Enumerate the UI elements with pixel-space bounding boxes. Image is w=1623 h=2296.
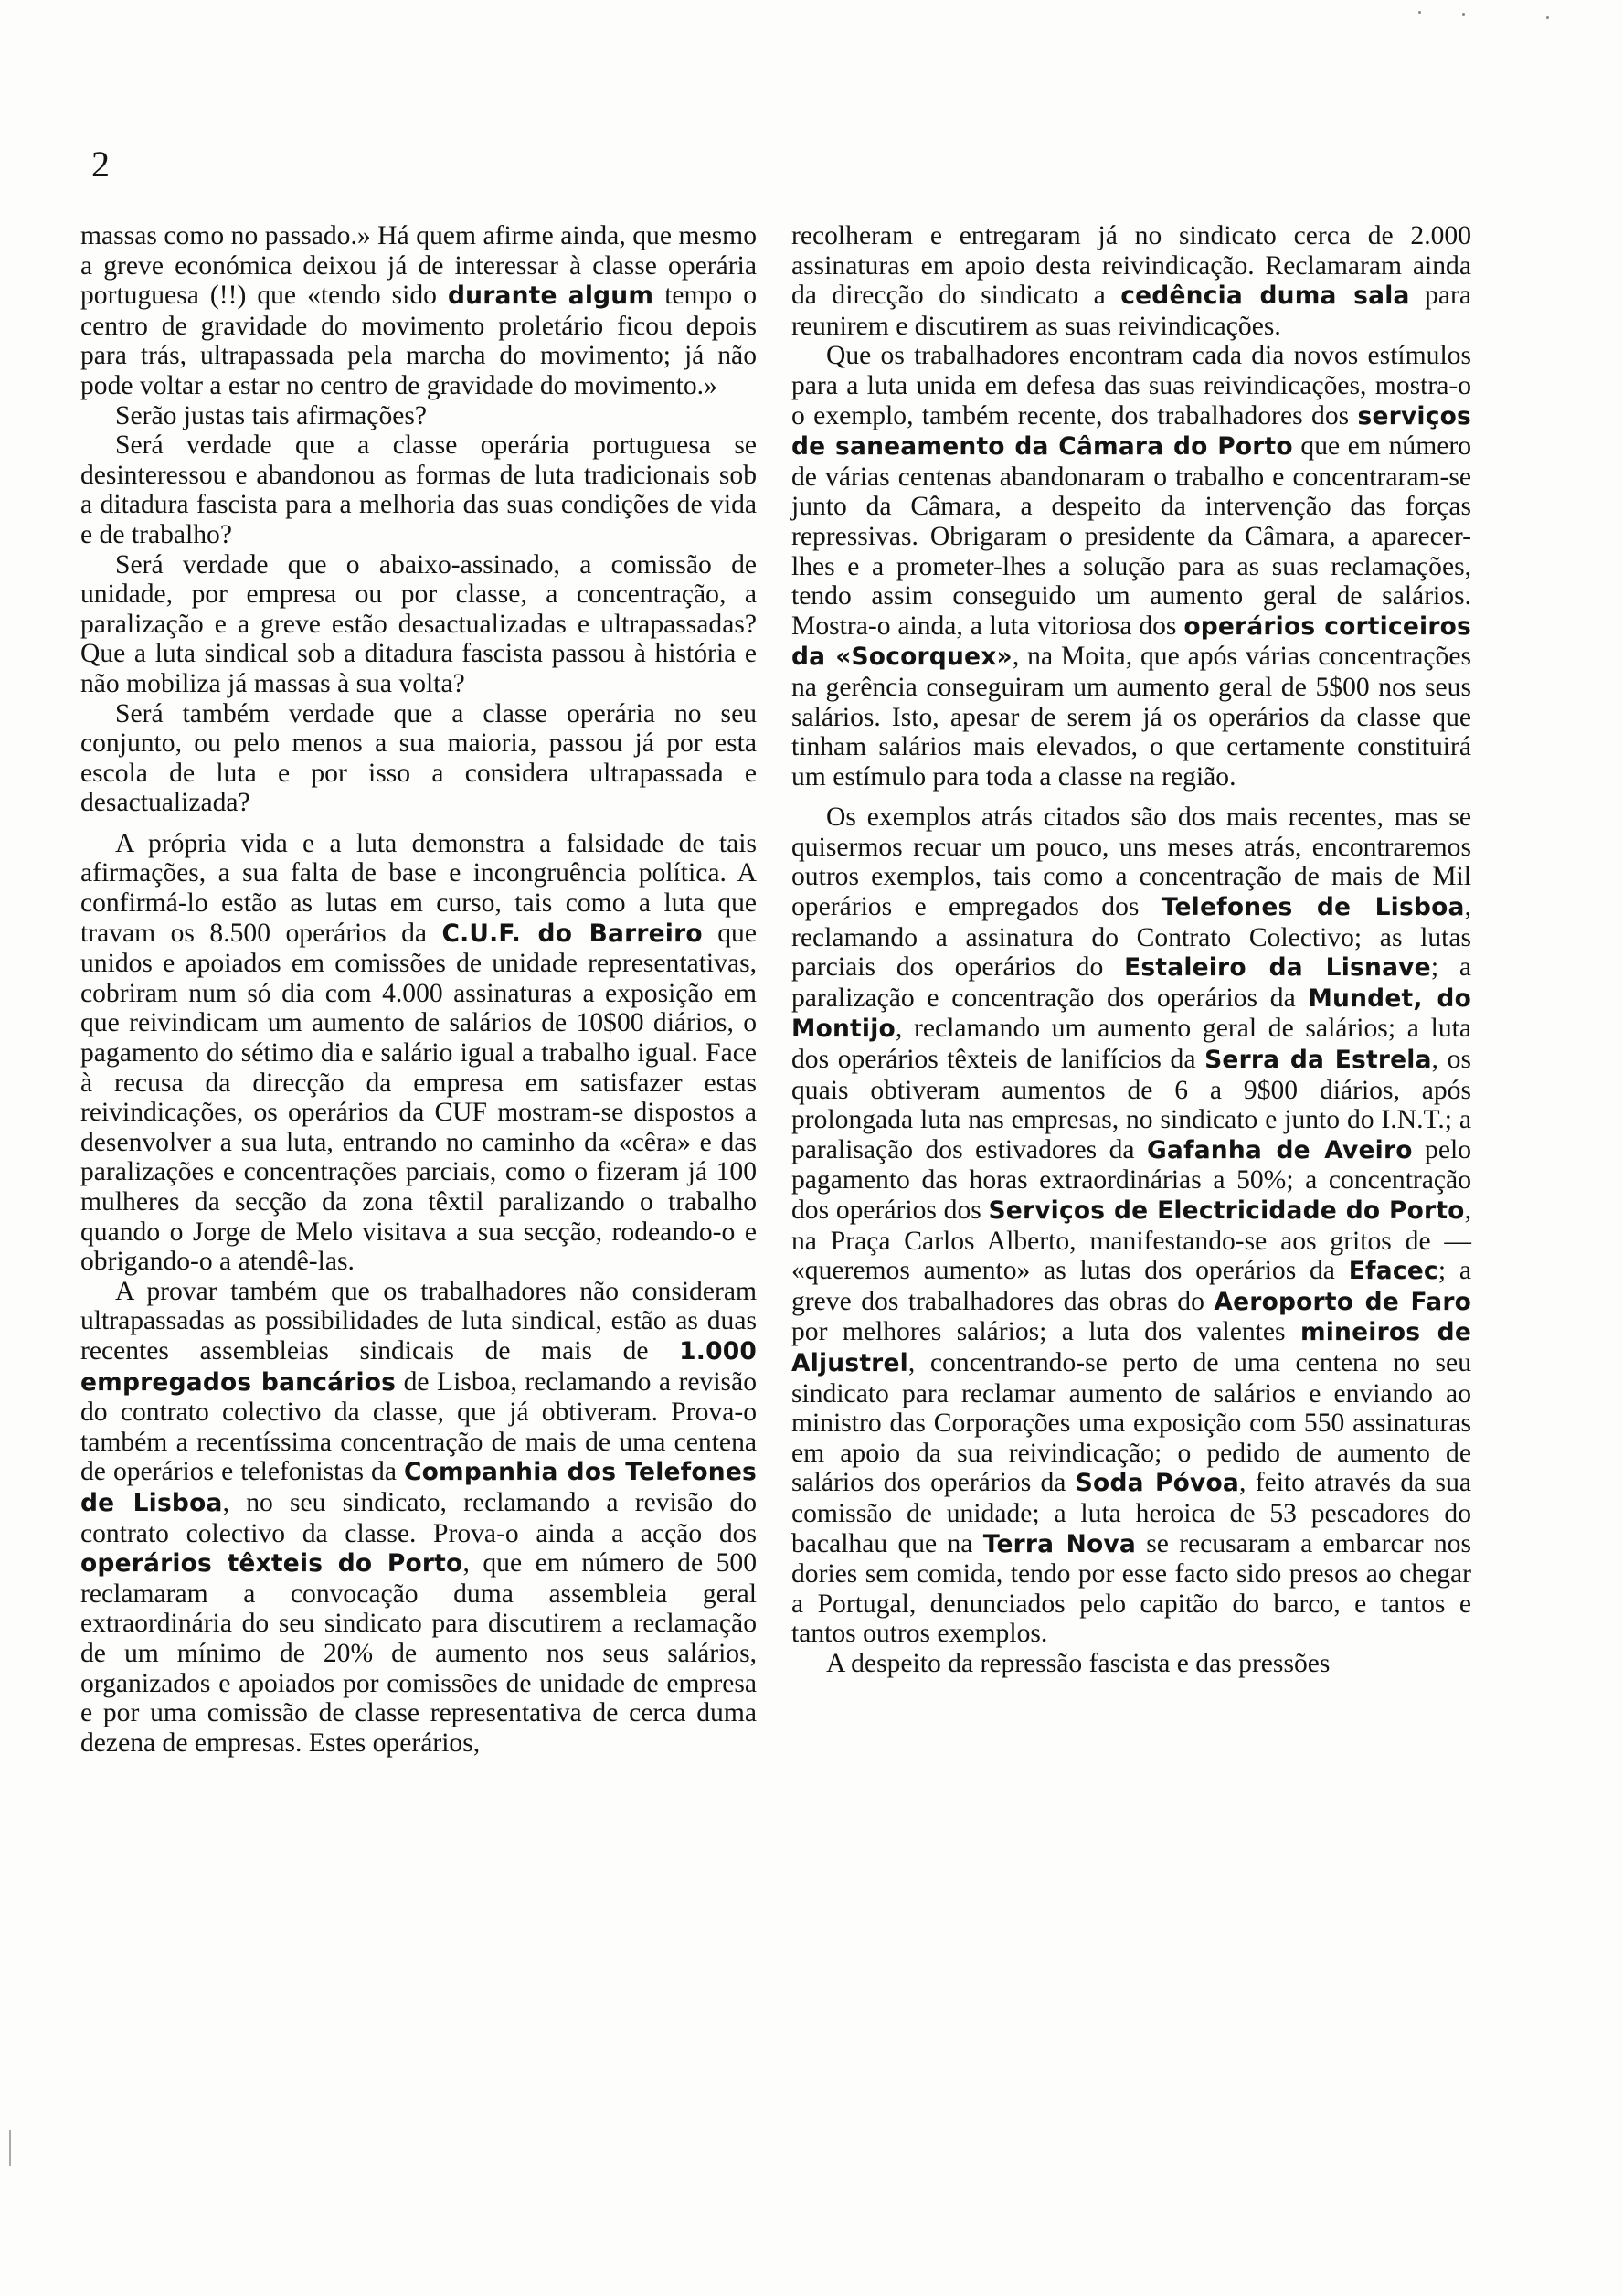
text-run: , concentrando-se perto de uma centena no seu sindicato para reclamar aumento de salários e enviando ao ministro das Corporações uma exposição com 550 assinaturas em apoio da sua reivindicação; o pedido de aumento de salários dos operários da <box>791 1347 1471 1498</box>
scan-speck <box>9 2130 11 2166</box>
bold-text: durante <box>448 282 557 311</box>
text-run: Os exemplos atrás citados são dos mais recentes, mas se quisermos recuar um pouco, uns meses atrás, encontraremos outros exemplos, tais como a concentração de mais de Mil operários e empregados dos <box>791 803 1471 922</box>
bold-text-aeroporto: Aeroporto de Faro <box>1214 1287 1472 1316</box>
left-paragraph-1 <box>80 221 757 401</box>
text-run: , na Moita, que após várias concentrações na gerência conseguiram um aumento geral de 5$00 nos seus salários. Isto, apesar de serem já os operários da classe que tinham salários mais elevados, o que certamente constituirá um estímulo para toda a classe na região. <box>791 642 1471 792</box>
right-paragraph-2 <box>791 341 1471 792</box>
left-paragraph-6 <box>80 829 757 1277</box>
text-run: , reclamando a assinatura do Contrato Colectivo; as lutas parciais dos operários do <box>791 892 1471 983</box>
bold-text: cedência duma sala <box>1120 282 1410 311</box>
bold-text-gafanha: Gafanha de Aveiro <box>1146 1135 1413 1164</box>
right-column <box>791 221 1471 1679</box>
left-paragraph-3: Será verdade que a classe operária portuguesa se desinteressou e abandonou as formas de luta tradicionais sob a ditadura fascista para a melhoria das suas condições de vida e de trabalho? <box>80 430 757 549</box>
bold-text-socorquex: operários corticeiros da «Socorquex» <box>791 611 1471 672</box>
page-number: 2 <box>91 144 110 185</box>
bold-text-lisnave: Estaleiro da Lisnave <box>1124 953 1431 983</box>
text-run: que unidos e apoiados em comissões de unidade representativas, cobriram num só dia com 4.000 assinaturas a exposição em que reivindicam um aumento de salários de 10$00 diários, o pagamento do sétimo dia e salário igual a trabalho igual. Face à recusa da direcção da empresa em satisfazer estas reivindicações, os operários da CUF mostram-se dispostos a desenvolver a sua luta, entrando no caminho da «cêra» e das paralizações e concentrações parciais, como o fizeram já 100 mulheres da secção da zona têxtil paralizando o trabalho quando o Jorge de Melo visitava a sua secção, rodeando-o e obrigando-o a atendê-las. <box>80 918 757 1277</box>
text-run: , no seu sindicato, reclamando a revisão do contrato colectivo da classe. Prova-o ainda a acção dos <box>80 1487 757 1548</box>
text-run: massas como no passado.» Há quem afirme ainda, que mesmo a greve económica deixou já de interessar à classe operária portuguesa (!!) que «tendo sido <box>80 221 757 311</box>
text-run: , que em número de 500 reclamaram a convocação duma assembleia geral extraordinária do seu sindicato para discutirem a reclamação de um mínimo de 20% de aumento nos seus salários, organizados e apoiados por comissões de unidade de empresa e por uma comissão de classe representativa de cerca duma dezena de empresas. Estes operários, <box>80 1548 757 1758</box>
bold-text-cuf: C.U.F. do Barreiro <box>441 919 703 948</box>
text-run: que em número de várias centenas abandonaram o trabalho e concentraram-se junto da Câmara, a despeito da intervenção das forças repressivas. Obrigaram o presidente da Câmara, a aparecer-lhes e a prometer-lhes a solução para as suas reclamações, tendo assim conseguido um aumento geral de salários. Mostra-o ainda, a luta vitoriosa dos <box>791 431 1471 641</box>
text-run: Que os trabalhadores encontram cada dia novos estímulos para a luta unida em defesa das suas reivindicações, mostra-o o exemplo, também recente, dos trabalhadores dos <box>791 341 1471 430</box>
text-run: , reclamando um aumento geral de salários; a luta dos operários têxteis de lanifícios da <box>791 1014 1471 1075</box>
left-paragraph-2: Serão justas tais afirmações? <box>115 400 428 430</box>
scan-speck <box>1546 16 1549 19</box>
text-run: , os quais obtiveram aumentos de 6 a 9$00 diários, após prolongada luta nas empresas, no sindicato e junto do I.N.T.; a paralisação dos estivadores da <box>791 1045 1471 1164</box>
bold-text-saneamento: serviços de saneamento da Câmara do Porto <box>791 401 1471 462</box>
left-paragraph-4: Será verdade que o abaixo-assinado, a comissão de unidade, por empresa ou por classe, a concentração, a paralização e a greve estão desactualizadas e ultrapassadas? Que a luta sindical sob a ditadura fascista passou à história e não mobiliza já massas à sua volta? <box>80 549 757 698</box>
text-run: , feito através da sua comissão de unidade; a luta heroica de 53 pescadores do bacalhau que na <box>791 1468 1472 1558</box>
text-run: para reunirem e discutirem as suas reivindicações. <box>791 281 1471 341</box>
text-run: tempo o centro de gravidade do movimento proletário ficou depois para trás, ultrapassada pela marcha do movimento; já não pode voltar a estar no centro de gravidade do movimento.» <box>80 281 757 400</box>
left-column <box>80 221 757 1758</box>
bold-text-soda-povoa: Soda Póvoa <box>1075 1469 1240 1498</box>
text-run: , na Praça Carlos Alberto, manifestando-se aos gritos de — «queremos aumento» as lutas dos operários da <box>791 1196 1471 1286</box>
text-run: pelo pagamento das horas extraordinárias a 50%; a concentração dos operários dos <box>791 1134 1471 1225</box>
bold-text-terra-nova: Terra Nova <box>982 1529 1136 1558</box>
text-run: de Lisboa, reclamando a revisão do contrato colectivo da classe, que já obtiveram. Prova-o também a recentíssima concentração de mais de uma centena de operários e telefonistas da <box>80 1366 757 1487</box>
bold-text-telefones: Companhia dos Telefones de Lisboa <box>80 1458 757 1517</box>
bold-text-aljustrel: mineiros de Aljustrel <box>791 1318 1471 1377</box>
text-run <box>557 281 568 310</box>
text-run: se recusaram a embarcar nos dories sem comida, tendo por esse facto sido presos ao chegar a Portugal, denunciados pelo capitão do barco, e tantos e tantos outros exemplos. <box>791 1528 1471 1649</box>
scan-speck <box>1418 11 1421 14</box>
bold-text: algum <box>568 282 654 311</box>
text-run: A própria vida e a luta demonstra a falsidade de tais afirmações, a sua falta de base e incongruência política. A confirmá-lo estão as lutas em curso, tais como a luta que travam os 8.500 operários da <box>80 828 757 948</box>
scan-speck <box>1462 13 1465 16</box>
bold-text-bancarios: 1.000 empregados bancários <box>80 1336 757 1397</box>
text-run: por melhores salários; a luta dos valentes <box>791 1317 1300 1347</box>
right-paragraph-4: A despeito da repressão fascista e das pressões <box>826 1648 1331 1678</box>
text-run: ; a paralização e concentração dos operários da <box>791 952 1471 1013</box>
text-run: A provar também que os trabalhadores não consideram ultrapassadas as possibilidades de luta sindical, estão as duas recentes assembleias sindicais de mais de <box>80 1276 757 1366</box>
right-paragraph-3 <box>791 803 1471 1649</box>
bold-text-serra-estrela: Serra da Estrela <box>1204 1046 1432 1075</box>
bold-text-electricidade: Serviços de Electricidade do Porto <box>988 1196 1465 1225</box>
left-paragraph-7 <box>80 1277 757 1759</box>
bold-text-mundet: Mundet, do Montijo <box>791 983 1471 1044</box>
bold-text-texteis: operários têxteis do Porto <box>80 1549 463 1578</box>
bold-text-telefones: Telefones de Lisboa <box>1161 893 1465 922</box>
bold-text-efacec: Efacec <box>1348 1257 1438 1286</box>
text-run: ; a greve dos trabalhadores das obras do <box>791 1256 1471 1316</box>
left-paragraph-5: Será também verdade que a classe operária no seu conjunto, ou pelo menos a sua maioria, passou já por esta escola de luta e por isso a considera ultrapassada e desactualizada? <box>80 698 757 818</box>
text-run: recolheram e entregaram já no sindicato cerca de 2.000 assinaturas em apoio desta reivindicação. Reclamaram ainda da direcção do sindicato a <box>791 221 1471 311</box>
right-paragraph-1 <box>791 221 1471 341</box>
